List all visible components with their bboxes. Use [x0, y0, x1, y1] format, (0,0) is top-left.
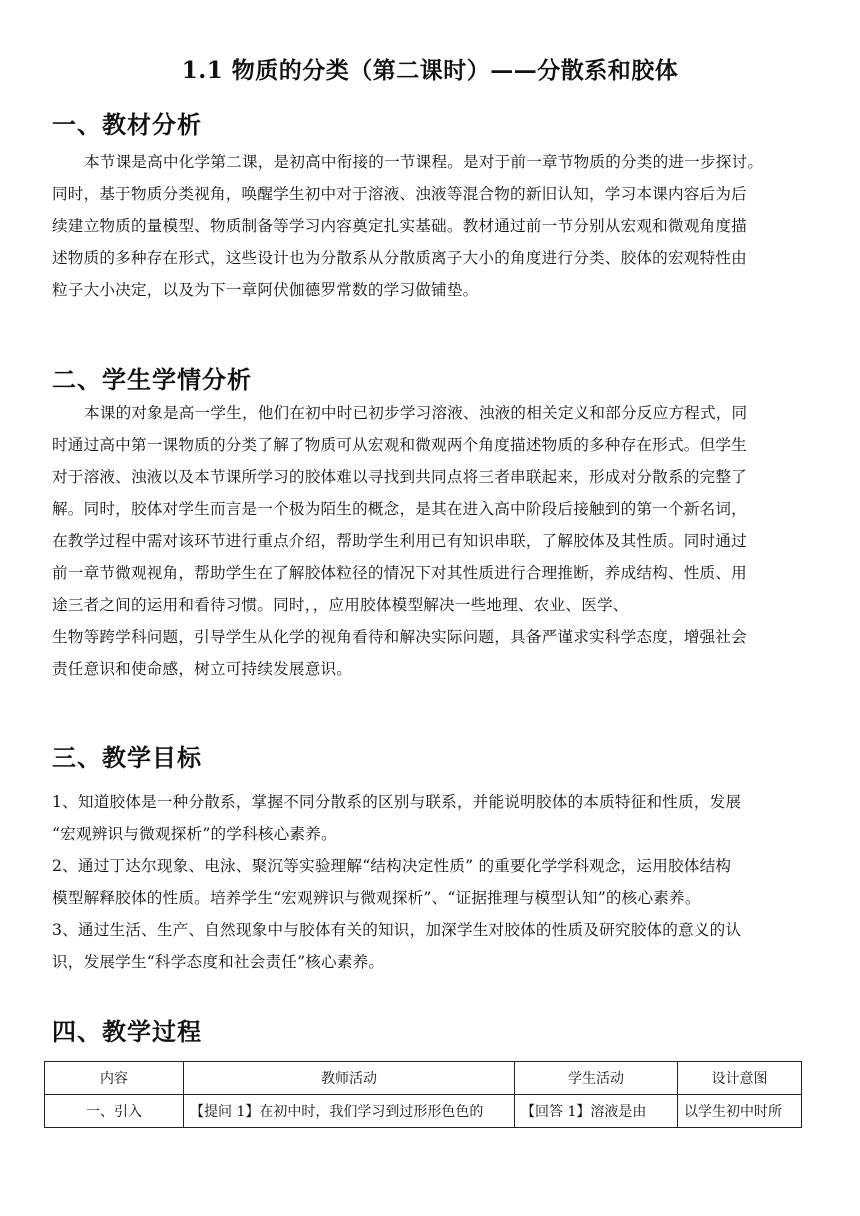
table-cell: 【回答 1】溶液是由 — [515, 1095, 678, 1128]
section-heading-teaching-process: 四、教学过程 — [52, 1018, 202, 1046]
text-line: 识，发展学生“科学态度和社会责任”核心素养。 — [52, 953, 385, 971]
teaching-process-table — [44, 1061, 802, 1128]
table-cell: 【提问 1】在初中时，我们学习到过形形色色的 — [184, 1095, 515, 1128]
table-header-cell: 教师活动 — [184, 1062, 515, 1095]
section-heading-textbook-analysis: 一、教材分析 — [52, 111, 202, 139]
student-analysis-paragraph — [52, 397, 808, 685]
text-line: 同时，基于物质分类视角，唤醒学生初中对于溶液、浊液等混合物的新旧认知，学习本课内容后为后 — [52, 185, 747, 203]
text-line: 生物等跨学科问题，引导学生从化学的视角看待和解决实际问题，具备严谨求实科学态度，增强社会 — [52, 628, 747, 646]
teaching-goals-list — [52, 786, 808, 978]
table-header-cell: 设计意图 — [678, 1062, 802, 1095]
text-line: 对于溶液、浊液以及本节课所学习的胶体难以寻找到共同点将三者串联起来，形成对分散系的完整了 — [52, 468, 747, 486]
textbook-analysis-paragraph — [52, 146, 808, 306]
text-line: 1、知道胶体是一种分散系，掌握不同分散系的区别与联系，并能说明胶体的本质特征和性质，发展 — [52, 793, 742, 811]
text-line: 责任意识和使命感，树立可持续发展意识。 — [52, 660, 353, 678]
table-header-cell: 学生活动 — [515, 1062, 678, 1095]
table-row — [45, 1095, 802, 1128]
text-line: 时通过高中第一课物质的分类了解了物质可从宏观和微观两个角度描述物质的多种存在形式。但学生 — [52, 436, 747, 454]
text-line: 2、通过丁达尔现象、电泳、聚沉等实验理解“结构决定性质” 的重要化学学科观念，运用胶体结构 — [52, 857, 732, 875]
section-heading-teaching-goals: 三、教学目标 — [52, 744, 202, 772]
text-line: 模型解释胶体的性质。培养学生“宏观辨识与微观探析”、“证据推理与模型认知”的核心素养。 — [52, 889, 701, 907]
text-line: 述物质的多种存在形式，这些设计也为分散系从分散质离子大小的角度进行分类、胶体的宏观特性由 — [52, 249, 747, 267]
text-line: 前一章节微观视角，帮助学生在了解胶体粒径的情况下对其性质进行合理推断，养成结构、性质、用 — [52, 564, 747, 582]
text-line: 续建立物质的量模型、物质制备等学习内容奠定扎实基础。教材通过前一节分别从宏观和微观角度描 — [52, 217, 747, 235]
text-line: 粒子大小决定，以及为下一章阿伏伽德罗常数的学习做铺垫。 — [52, 281, 479, 299]
section-heading-student-analysis: 二、学生学情分析 — [52, 366, 252, 394]
text-line: 解。同时，胶体对学生而言是一个极为陌生的概念，是其在进入高中阶段后接触到的第一个新名词， — [52, 500, 747, 518]
text-line: “宏观辨识与微观探析”的学科核心素养。 — [52, 825, 337, 843]
text-line: 3、通过生活、生产、自然现象中与胶体有关的知识，加深学生对胶体的性质及研究胶体的意义的认 — [52, 921, 742, 939]
table-cell: 一、引入 — [45, 1095, 184, 1128]
page-title: 1.1 物质的分类（第二课时）——分散系和胶体 — [181, 57, 679, 84]
text-line: 本课的对象是高一学生，他们在初中时已初步学习溶液、浊液的相关定义和部分反应方程式，同 — [84, 404, 748, 422]
text-line: 途三者之间的运用和看待习惯。同时，，应用胶体模型解决一些地理、农业、医学、 — [52, 596, 629, 614]
text-line: 在教学过程中需对该环节进行重点介绍，帮助学生利用已有知识串联，了解胶体及其性质。同时通过 — [52, 532, 747, 550]
table-header-row — [45, 1062, 802, 1095]
table-cell: 以学生初中时所 — [678, 1095, 802, 1128]
table-header-cell: 内容 — [45, 1062, 184, 1095]
text-line: 本节课是高中化学第二课，是初高中衔接的一节课程。是对于前一章节物质的分类的进一步探讨。 — [84, 153, 764, 171]
